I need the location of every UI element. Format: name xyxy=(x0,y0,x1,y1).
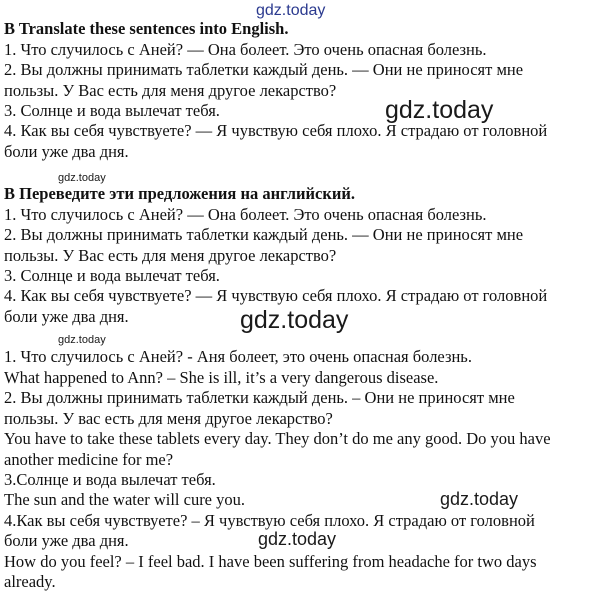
watermark-large: gdz.today xyxy=(240,306,349,334)
watermark-small: gdz.today xyxy=(58,172,106,184)
text-line: 4. Как вы себя чувствуете? — Я чувствую себя плохо. Я страдаю от головной xyxy=(4,121,548,140)
text-line: 1. Что случилось с Аней? — Она болеет. Это очень опасная болезнь. xyxy=(4,205,487,224)
answer-line: пользы. У вас есть для меня другое лекарство? xyxy=(4,409,333,428)
answer-line: 3.Солнце и вода вылечат тебя. xyxy=(4,470,216,489)
text-line: пользы. У Вас есть для меня другое лекарство? xyxy=(4,246,337,265)
watermark-large: gdz.today xyxy=(385,96,494,124)
heading-russian-task: B Переведите эти предложения на английский. xyxy=(4,184,355,203)
text-line: боли уже два дня. xyxy=(4,142,129,161)
answer-line-english: already. xyxy=(4,572,56,591)
answer-line-english: How do you feel? – I feel bad. I have been suffering from headache for two days xyxy=(4,552,537,571)
watermark-medium: gdz.today xyxy=(258,529,337,549)
answer-line: 2. Вы должны принимать таблетки каждый день. – Они не приносят мне xyxy=(4,388,515,407)
answer-line-english: another medicine for me? xyxy=(4,450,174,469)
answer-line-english: What happened to Ann? – She is ill, it’s a very dangerous disease. xyxy=(4,368,439,387)
text-line: 1. Что случилось с Аней? — Она болеет. Это очень опасная болезнь. xyxy=(4,40,487,59)
watermark-top: gdz.today xyxy=(256,2,326,19)
answer-line: 1. Что случилось с Аней? - Аня болеет, это очень опасная болезнь. xyxy=(4,347,472,366)
text-line: 2. Вы должны принимать таблетки каждый день. — Они не приносят мне xyxy=(4,60,524,79)
text-line: 4. Как вы себя чувствуете? — Я чувствую себя плохо. Я страдаю от головной xyxy=(4,286,548,305)
watermark-small: gdz.today xyxy=(58,334,106,346)
text-line: 3. Солнце и вода вылечат тебя. xyxy=(4,101,220,120)
answer-line: 4.Как вы себя чувствуете? – Я чувствую себя плохо. Я страдаю от головной xyxy=(4,511,535,530)
answer-line: боли уже два дня. xyxy=(4,531,129,550)
text-line: боли уже два дня. xyxy=(4,307,129,326)
answer-line-english: You have to take these tablets every day. They don’t do me any good. Do you have xyxy=(4,429,551,448)
text-line: 3. Солнце и вода вылечат тебя. xyxy=(4,266,220,285)
text-line: 2. Вы должны принимать таблетки каждый день. — Они не приносят мне xyxy=(4,225,524,244)
text-line: пользы. У Вас есть для меня другое лекарство? xyxy=(4,81,337,100)
heading-english-task: B Translate these sentences into English. xyxy=(4,19,289,38)
answer-line-english: The sun and the water will cure you. xyxy=(4,490,246,509)
watermark-medium: gdz.today xyxy=(440,489,519,509)
